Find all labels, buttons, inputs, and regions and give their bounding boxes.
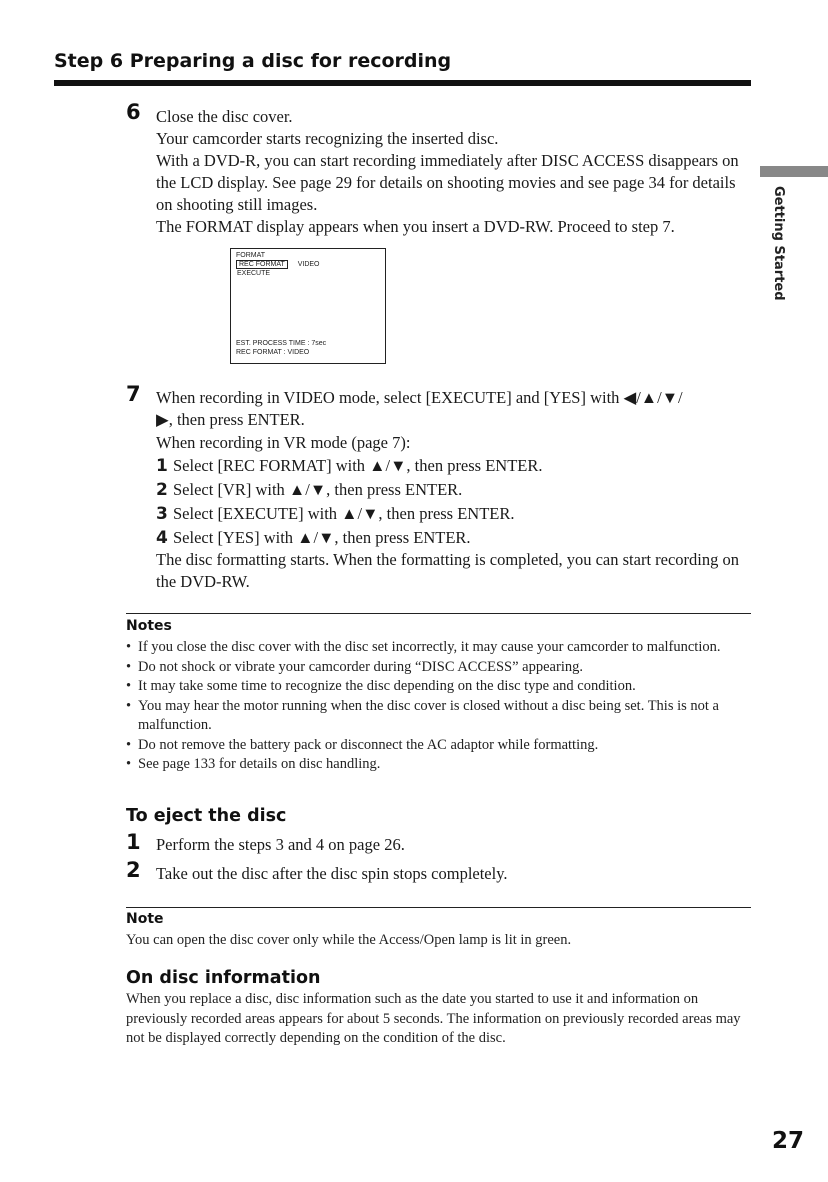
eject-step-number: 1	[126, 830, 141, 854]
step-7-line: ▶, then press ENTER.	[156, 410, 305, 429]
note-text: You can open the disc cover only while the Access/Open lamp is lit in green.	[126, 932, 572, 948]
note-rule	[126, 907, 751, 908]
substep-number: 2	[156, 480, 168, 500]
note-item: • It may take some time to recognize the disc depending on the disc type and condition.	[126, 677, 756, 697]
step-6-line: Your camcorder starts recognizing the inserted disc.	[156, 129, 499, 148]
note-item: • You may hear the motor running when the disc cover is closed without a disc being set. This is not a malfunction.	[126, 697, 756, 736]
section-tab-bar	[760, 166, 828, 177]
notes-rule	[126, 613, 751, 614]
eject-step-text: Take out the disc after the disc spin stops completely.	[156, 864, 508, 883]
notes-heading: Notes	[126, 618, 172, 634]
substep-number: 1	[156, 456, 168, 476]
section-tab-label: Getting Started	[771, 186, 786, 301]
step-6-line: The FORMAT display appears when you insert a DVD-RW. Proceed to step 7.	[156, 217, 675, 236]
step-7-line: When recording in VIDEO mode, select [EXECUTE] and [YES] with ◀/▲/▼/	[156, 388, 683, 407]
vr-substep	[156, 479, 462, 501]
vr-substep	[156, 527, 471, 549]
step-6-line: With a DVD-R, you can start recording immediately after DISC ACCESS disappears on the LCD display. See page 29 for details on shooting movies and see page 34 for details on shooting still images.	[156, 151, 739, 214]
lcd-process-time: EST. PROCESS TIME : 7sec	[236, 340, 327, 347]
note-item: • Do not remove the battery pack or disconnect the AC adaptor while formatting.	[126, 736, 756, 756]
step-6-line: Close the disc cover.	[156, 107, 293, 126]
eject-heading: To eject the disc	[126, 806, 287, 826]
lcd-rec-format-value: VIDEO	[297, 261, 320, 268]
lcd-rec-format-status: REC FORMAT : VIDEO	[236, 349, 310, 356]
step-6-number: 6	[126, 100, 141, 124]
note-item: • If you close the disc cover with the disc set incorrectly, it may cause your camcorder to malfunction.	[126, 638, 756, 658]
lcd-title: FORMAT	[236, 252, 266, 259]
substep-text: Select [VR] with ▲/▼, then press ENTER.	[173, 480, 463, 499]
page-number: 27	[772, 1128, 805, 1154]
disc-info-text: When you replace a disc, disc information such as the date you started to use it and information on previously recorded areas appears for about 5 seconds. The information on previously recorded areas may not be displayed correctly depending on the condition of the disc.	[126, 991, 741, 1046]
eject-step-number: 2	[126, 858, 141, 882]
vr-substep	[156, 503, 515, 525]
substep-text: Select [EXECUTE] with ▲/▼, then press ENTER.	[173, 504, 515, 523]
step-7-closing: The disc formatting starts. When the formatting is completed, you can start recording on the DVD-RW.	[156, 550, 739, 591]
note-item: • See page 133 for details on disc handling.	[126, 755, 756, 775]
substep-number: 4	[156, 528, 168, 548]
lcd-rec-format-label: REC FORMAT	[236, 260, 288, 269]
substep-text: Select [REC FORMAT] with ▲/▼, then press ENTER.	[173, 456, 543, 475]
vr-substep	[156, 455, 543, 477]
step-7-number: 7	[126, 382, 141, 406]
header-rule	[54, 80, 751, 86]
notes-list	[126, 638, 756, 775]
substep-number: 3	[156, 504, 168, 524]
note-heading: Note	[126, 911, 164, 927]
disc-info-heading: On disc information	[126, 968, 321, 988]
note-item: • Do not shock or vibrate your camcorder during “DISC ACCESS” appearing.	[126, 658, 756, 678]
eject-step-text: Perform the steps 3 and 4 on page 26.	[156, 835, 405, 854]
lcd-rec-format-row	[236, 261, 320, 269]
step-7-line: When recording in VR mode (page 7):	[156, 433, 411, 452]
format-lcd-display	[230, 248, 386, 364]
step-6-body	[156, 106, 754, 238]
substep-text: Select [YES] with ▲/▼, then press ENTER.	[173, 528, 471, 547]
page-title: Step 6 Preparing a disc for recording	[54, 50, 452, 72]
lcd-execute: EXECUTE	[237, 270, 271, 277]
